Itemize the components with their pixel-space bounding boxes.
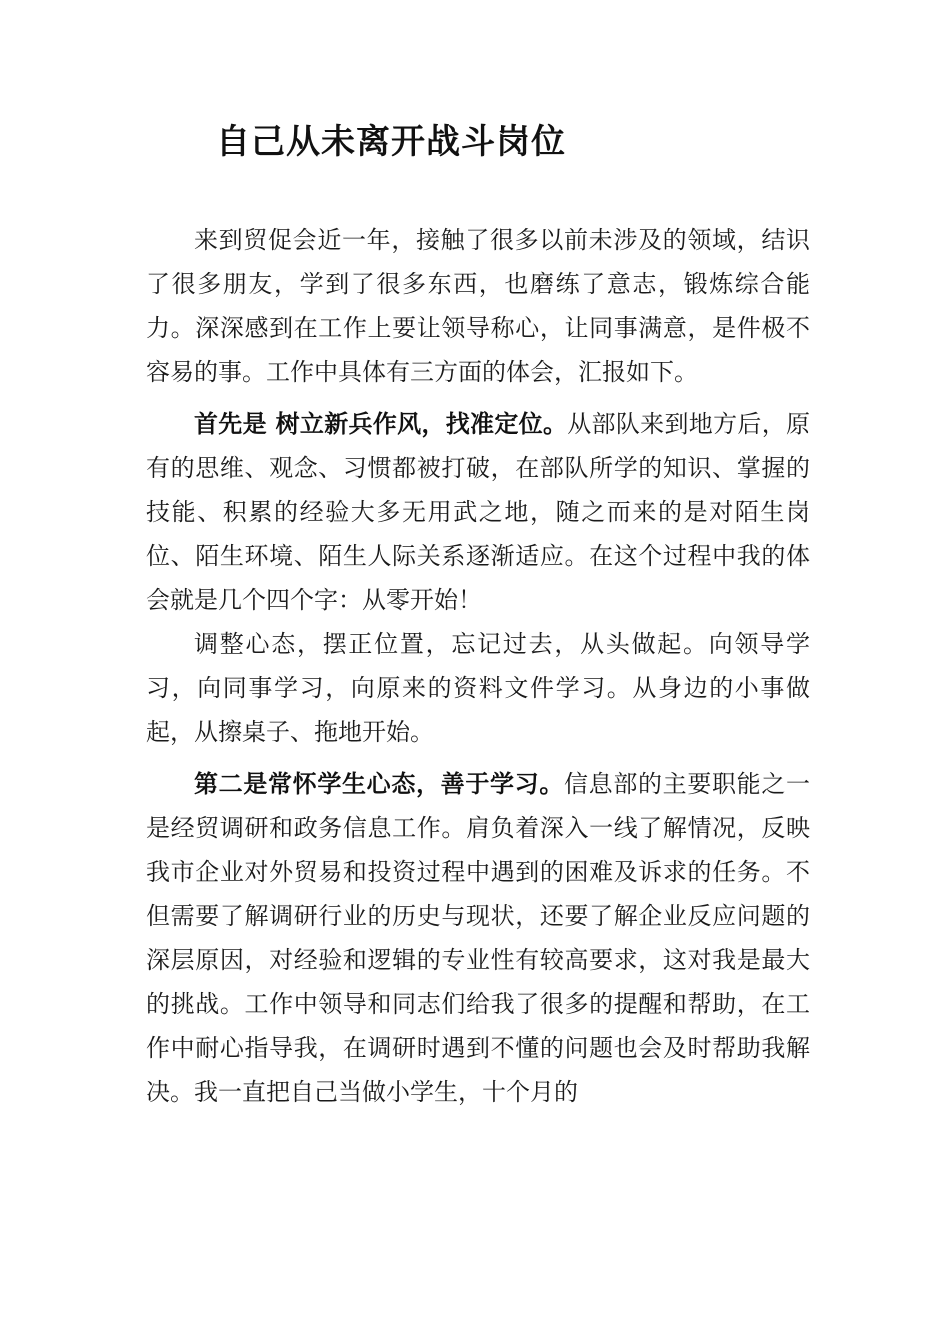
paragraph-text: 信息部的主要职能之一是经贸调研和政务信息工作。肩负着深入一线了解情况，反映我市企业对外贸易和投资过程中遇到的困难及诉求的任务。不但需要了解调研行业的历史与现状，还要了解企业反应问题的深层原因，对经验和逻辑的专业性有较高要求，这对我是最大的挑战。工作中领导和同志们给我了很多的提醒和帮助，在工作中耐心指导我，在调研时遇到不懂的问题也会及时帮助我解决。我一直把自己当做小学生，十个月的	[146, 770, 810, 1106]
paragraph-intro	[146, 218, 810, 394]
paragraph-second-point	[146, 762, 810, 1114]
paragraph-lead-heading: 首先是 树立新兵作风，找准定位。	[194, 410, 568, 438]
document-title: 自己从未离开战斗岗位	[216, 122, 566, 162]
paragraph-first-point	[146, 402, 810, 622]
paragraph-lead-heading: 第二是常怀学生心态，善于学习。	[194, 770, 564, 798]
paragraph-text: 调整心态，摆正位置，忘记过去，从头做起。向领导学习，向同事学习，向原来的资料文件学习。从身边的小事做起，从擦桌子、拖地开始。	[146, 630, 810, 746]
paragraph-text: 从部队来到地方后，原有的思维、观念、习惯都被打破，在部队所学的知识、掌握的技能、积累的经验大多无用武之地，随之而来的是对陌生岗位、陌生环境、陌生人际关系逐渐适应。在这个过程中我的体会就是几个四个字：从零开始！	[146, 410, 810, 614]
document-body	[146, 218, 810, 1114]
paragraph-text: 来到贸促会近一年，接触了很多以前未涉及的领域，结识了很多朋友，学到了很多东西，也磨练了意志，锻炼综合能力。深深感到在工作上要让领导称心，让同事满意，是件极不容易的事。工作中具体有三方面的体会，汇报如下。	[146, 226, 810, 386]
paragraph-first-point-detail	[146, 622, 810, 754]
